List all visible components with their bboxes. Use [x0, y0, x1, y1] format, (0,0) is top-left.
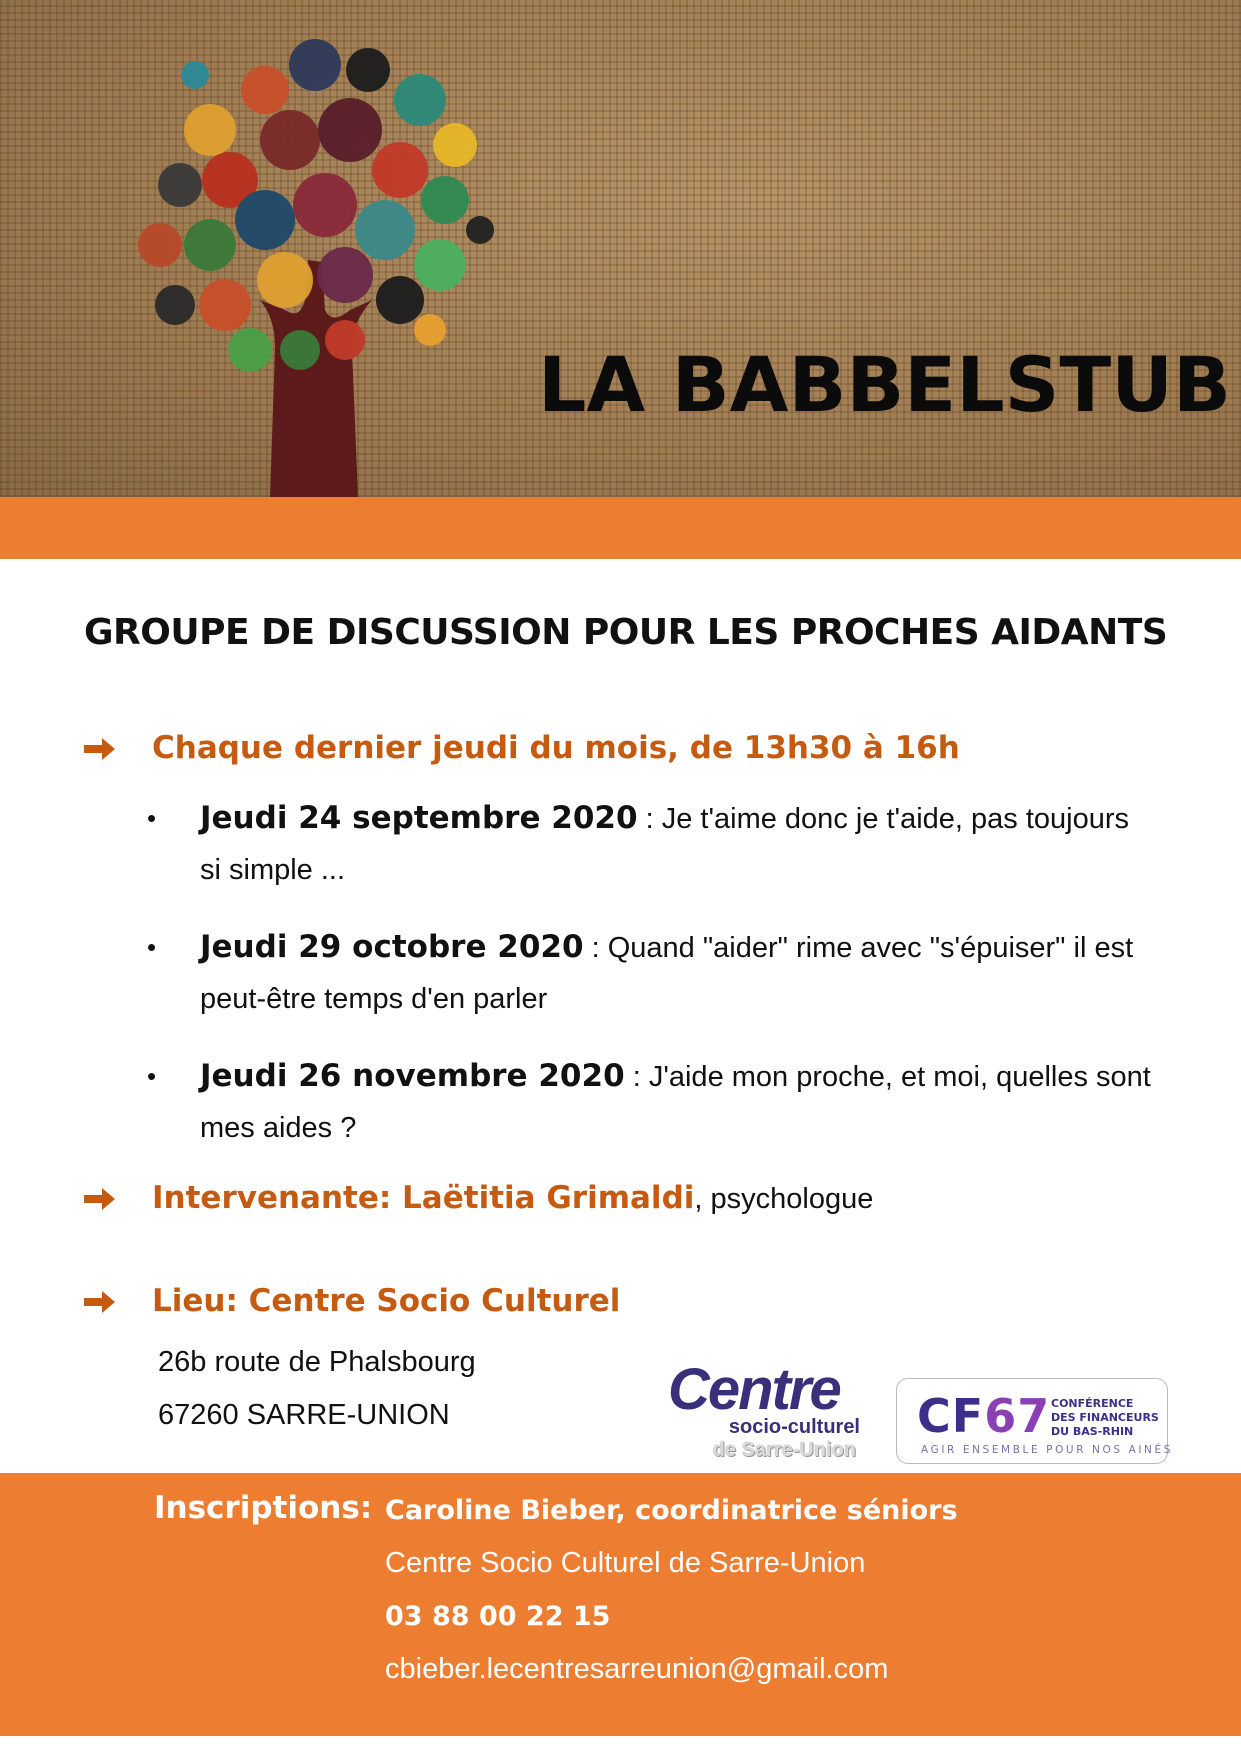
cf67-line-1: CONFÉRENCE — [1051, 1397, 1134, 1410]
address-block — [158, 1336, 476, 1442]
subtitle-heading: GROUPE DE DISCUSSION POUR LES PROCHES AIDANTS — [84, 612, 1168, 653]
logo-centre-town: de Sarre-Union — [712, 1439, 856, 1461]
contact-email: cbieber.lecentresarreunion@gmail.com — [385, 1653, 889, 1685]
address-line-1: 26b route de Phalsbourg — [158, 1346, 476, 1378]
header-orange-band — [0, 497, 1241, 559]
session-date: Jeudi 26 novembre 2020 — [200, 1058, 625, 1094]
session-date: Jeudi 29 octobre 2020 — [200, 929, 584, 965]
list-item — [145, 793, 1155, 896]
logo-centre-sub: socio-culturel — [728, 1416, 860, 1438]
session-topic: : J'aide mon proche, et moi, quelles sont mes aides ? — [200, 1061, 1151, 1144]
arrow-right-icon — [84, 1289, 116, 1315]
cf67-letters: CF — [917, 1389, 985, 1443]
session-topic: : Quand "aider" rime avec "s'épuiser" il est peut-être temps d'en parler — [200, 932, 1134, 1015]
centre-socio-culturel-logo — [668, 1357, 868, 1462]
contact-phone: 03 88 00 22 15 — [385, 1601, 611, 1632]
arrow-right-icon — [84, 1186, 116, 1212]
list-item — [145, 922, 1155, 1025]
bullet-icon: • — [147, 932, 157, 962]
speaker-label: Intervenante: Laëtitia Grimaldi — [152, 1180, 695, 1216]
hands-tree-illustration — [100, 20, 560, 497]
contact-organization: Centre Socio Culturel de Sarre-Union — [385, 1547, 866, 1579]
registration-label: Inscriptions: — [154, 1490, 373, 1526]
page-title: LA BABBELSTUB — [538, 340, 1231, 429]
session-date: Jeudi 24 septembre 2020 — [200, 800, 638, 836]
list-item — [145, 1051, 1155, 1154]
cf67-number: 67 — [984, 1389, 1051, 1443]
contact-name: Caroline Bieber, coordinatrice séniors — [385, 1495, 958, 1526]
logo-centre-word: Centre — [668, 1357, 840, 1422]
session-list — [145, 793, 1155, 1180]
place-label: Lieu: Centre Socio Culturel — [152, 1283, 621, 1319]
address-line-2: 67260 SARRE-UNION — [158, 1399, 450, 1431]
schedule-heading-row — [84, 730, 960, 766]
cf67-side-text — [1051, 1397, 1159, 1439]
bullet-icon: • — [147, 803, 157, 833]
cf67-logo — [896, 1378, 1174, 1464]
arrow-right-icon — [84, 736, 116, 762]
place-row — [84, 1283, 620, 1319]
cf67-line-3: DU BAS-RHIN — [1051, 1425, 1134, 1438]
session-topic: : Je t'aime donc je t'aide, pas toujours si simple ... — [200, 803, 1130, 886]
speaker-row — [84, 1180, 873, 1216]
cf67-line-2: DES FINANCEURS — [1051, 1411, 1159, 1424]
schedule-heading: Chaque dernier jeudi du mois, de 13h30 à 16h — [152, 730, 960, 766]
header-banner — [0, 0, 1241, 497]
cf67-mark — [917, 1389, 1051, 1443]
cf67-tagline: AGIR ENSEMBLE POUR NOS AINÉS — [921, 1444, 1174, 1456]
registration-contact — [385, 1484, 958, 1696]
bullet-icon: • — [147, 1061, 157, 1091]
speaker-role: , psychologue — [694, 1183, 874, 1215]
